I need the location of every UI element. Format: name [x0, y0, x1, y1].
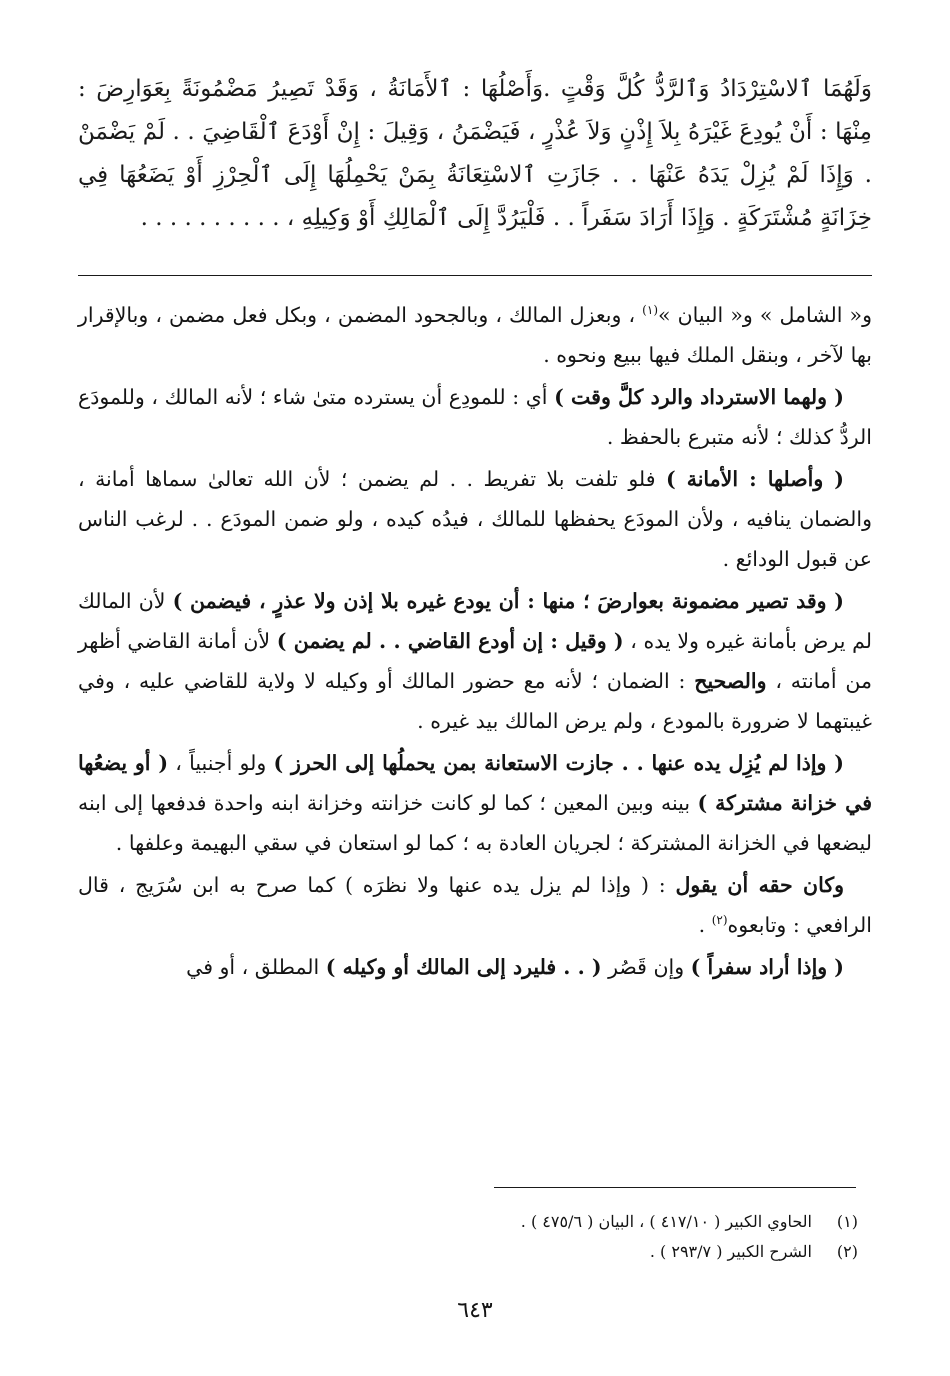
footnote-divider	[494, 1187, 856, 1188]
commentary-text-run: لأن المالك لم يرض بأمانة غيره ولا يده ،	[78, 589, 872, 653]
commentary-text-run: بينه وبين المعين ؛ كما لو كانت خزانته وخزانة ابنه واحدة فدفعها إلى ابنه ليضعها في الخزانة المشتركة ؛ لجريان العادة به ؛ كما لو استعان في سقي البهيمة وعلفها .	[78, 791, 872, 855]
commentary-paragraph	[78, 743, 872, 863]
matn-quote: ( أو يضعُها في خزانة مشتركة )	[78, 751, 872, 815]
matn-quote: ( وقد تصير مضمونة بعوارضَ ؛ منها : أن يودع غيره بلا إذن ولا عذرٍ ، فيضمن )	[172, 589, 844, 613]
commentary-text-run: ، وبعزل المالك ، وبالجحود المضمن ، وبكل فعل مضمن ، وبالإقرار بها لآخر ، وبنقل الملك فيها ببيع ونحوه .	[78, 303, 872, 367]
footnotes	[78, 1207, 858, 1267]
commentary-text-run: : ( وإذا لم يزل يده عنها ولا نظرَه ) كما صرح به ابن سُرَيج ، قال الرافعي : وتابعوه	[78, 873, 872, 937]
commentary-text-run: ولو أجنبياً ،	[168, 751, 274, 775]
matn-quote: ( ولهما الاسترداد والرد كلَّ وقت )	[554, 385, 844, 409]
commentary-paragraph	[78, 581, 872, 741]
commentary-text-run: المطلق ، أو في	[186, 955, 326, 979]
matn-quote: والصحيح	[694, 669, 767, 693]
footnote-text: الشرح الكبير ( ٢٩٣/٧ ) .	[649, 1242, 812, 1261]
commentary-text-run: فلو تلفت بلا تفريط . . لم يضمن ؛ لأن الله تعالىٰ سماها أمانة ، والضمان ينافيه ، ولأن المودَع يحفظها للمالك ، فيدُه كيده ، ولو ضمن المودَع . . لرغب الناس عن قبول الودائع .	[78, 467, 872, 571]
matn-quote: ( . . فليرد إلى المالك أو وكيله )	[325, 955, 602, 979]
commentary-text-run: : الضمان ؛ لأنه مع حضور المالك أو وكيله لا ولاية للقاضي عليه ، وفي غيبتهما لا ضرورة بالمودع ، ولم يرض المالك بيد غيره .	[78, 669, 872, 733]
footnote-number: (١)	[836, 1212, 858, 1231]
matn-divider	[78, 275, 872, 276]
matn-text	[78, 68, 872, 240]
footnote-ref: (٢)	[711, 913, 728, 928]
footnote-number: (٢)	[836, 1242, 858, 1261]
page-number: ٦٤٣	[457, 1298, 493, 1323]
footnote	[78, 1237, 858, 1267]
commentary-text-run: و« الشامل » و« البيان »	[658, 303, 872, 327]
commentary-text-run: وإن قَصُر	[601, 955, 691, 979]
footnote-ref: (١)	[642, 303, 658, 318]
commentary-text-run: أي : للمودِع أن يسترده متىٰ شاء ؛ لأنه المالك ، وللمودَع الردُّ كذلك ؛ لأنه متبرع بالحفظ .	[78, 385, 872, 449]
matn-paragraph: وَلَهُمَا ٱلاسْتِرْدَادُ وَٱلرَّدُّ كُلَّ وَقْتٍ .وَأَصْلُهَا : ٱلأَمَانَةُ ، وَقَدْ تَصِيرُ مَضْمُونَةً بِعَوَارِضَ : مِنْهَا : أَنْ يُودِعَ غَيْرَهُ بِلاَ إِذْنٍ وَلاَ عُذْرٍ ، فَيَضْمَنُ ، وَقِيلَ : إِنْ أَوْدَعَ ٱلْقَاضِيَ . . لَمْ يَضْمَنْ . وَإِذَا لَمْ يُزِلْ يَدَهُ عَنْهَا . . جَازَتِ ٱلاسْتِعَانَةُ بِمَنْ يَحْمِلُهَا إِلَى ٱلْحِرْزِ أَوْ يَضَعُهَا فِي خِزَانَةٍ مُشْتَرَكَةٍ . وَإِذَا أَرَادَ سَفَراً . . فَلْيَرُدَّ إِلَى ٱلْمَالِكِ أَوْ وَكِيلِهِ ، . . . . . . . . . .	[78, 76, 872, 231]
commentary-paragraph	[78, 459, 872, 579]
matn-quote: ( وإذا أراد سفراً )	[690, 955, 844, 979]
footnote	[78, 1207, 858, 1237]
commentary-text-run: لأن أمانة القاضي أظهر من أمانته ،	[78, 629, 872, 693]
commentary-paragraph	[78, 947, 872, 987]
matn-quote: ( وإذا لم يُزِل يده عنها . . جازت الاستعانة بمن يحملُها إلى الحرز )	[273, 751, 844, 775]
commentary-text-run: .	[698, 913, 712, 937]
commentary-text	[78, 295, 872, 989]
matn-quote: وكان حقه أن يقول	[675, 873, 844, 897]
matn-quote: ( وقيل : إن أودع القاضي . . لم يضمن )	[276, 629, 624, 653]
commentary-paragraph	[78, 377, 872, 457]
commentary-paragraph	[78, 865, 872, 945]
footnote-text: الحاوي الكبير ( ٤١٧/١٠ ) ، البيان ( ٤٧٥/٦ ) .	[520, 1212, 812, 1231]
matn-quote: ( وأصلها : الأمانة )	[665, 467, 844, 491]
commentary-paragraph	[78, 295, 872, 375]
